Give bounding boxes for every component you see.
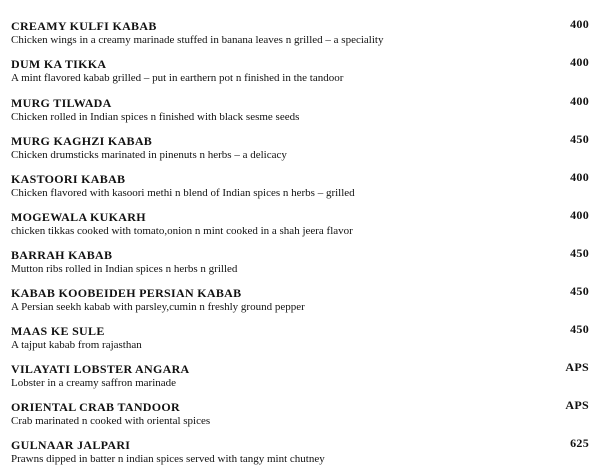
menu-item xyxy=(11,438,591,474)
menu-item xyxy=(11,19,591,55)
item-price: 400 xyxy=(570,55,589,69)
menu-item xyxy=(11,96,591,132)
item-name: MURG TILWADA xyxy=(11,96,112,110)
item-description: Chicken flavored with kasoori methi n blend of Indian spices n herbs – grilled xyxy=(11,187,355,199)
item-price: 450 xyxy=(570,246,589,260)
item-name: VILAYATI LOBSTER ANGARA xyxy=(11,362,190,376)
menu-item xyxy=(11,210,591,246)
menu-item xyxy=(11,286,591,322)
item-description: Lobster in a creamy saffron marinade xyxy=(11,377,177,389)
item-price: 400 xyxy=(570,170,589,184)
item-name: KABAB KOOBEIDEH PERSIAN KABAB xyxy=(11,286,242,300)
item-price: 625 xyxy=(570,436,589,450)
menu-item xyxy=(11,362,591,398)
item-description: Chicken wings in a creamy marinade stuffed in banana leaves n grilled – a speciality xyxy=(11,34,384,46)
item-description: A tajput kabab from rajasthan xyxy=(11,339,142,351)
item-price: 400 xyxy=(570,17,589,31)
item-price: APS xyxy=(565,360,589,374)
item-description: Chicken drumsticks marinated in pinenuts n herbs – a delicacy xyxy=(11,149,287,161)
item-name: KASTOORI KABAB xyxy=(11,172,126,186)
item-price: 400 xyxy=(570,94,589,108)
item-name: MAAS KE SULE xyxy=(11,324,105,338)
item-name: MOGEWALA KUKARH xyxy=(11,210,146,224)
item-price: 450 xyxy=(570,284,589,298)
menu-item xyxy=(11,324,591,360)
item-description: Chicken rolled in Indian spices n finished with black sesme seeds xyxy=(11,111,300,123)
item-description: Crab marinated n cooked with oriental spices xyxy=(11,415,211,427)
item-description: chicken tikkas cooked with tomato,onion n mint cooked in a shah jeera flavor xyxy=(11,225,353,237)
item-price: 450 xyxy=(570,322,589,336)
menu-item xyxy=(11,248,591,284)
item-description: A Persian seekh kabab with parsley,cumin n freshly ground pepper xyxy=(11,301,305,313)
item-name: ORIENTAL CRAB TANDOOR xyxy=(11,400,180,414)
item-description: Mutton ribs rolled in Indian spices n herbs n grilled xyxy=(11,263,238,275)
item-name: GULNAAR JALPARI xyxy=(11,438,131,452)
item-name: DUM KA TIKKA xyxy=(11,57,107,71)
menu-item xyxy=(11,400,591,436)
menu-item xyxy=(11,134,591,170)
item-name: BARRAH KABAB xyxy=(11,248,113,262)
item-description: A mint flavored kabab grilled – put in earthern pot n finished in the tandoor xyxy=(11,72,344,84)
item-price: 450 xyxy=(570,132,589,146)
item-price: APS xyxy=(565,398,589,412)
menu-item xyxy=(11,172,591,208)
item-price: 400 xyxy=(570,208,589,222)
menu-item xyxy=(11,57,591,93)
item-name: CREAMY KULFI KABAB xyxy=(11,19,157,33)
item-name: MURG KAGHZI KABAB xyxy=(11,134,153,148)
item-description: Prawns dipped in batter n indian spices served with tangy mint chutney xyxy=(11,453,325,465)
